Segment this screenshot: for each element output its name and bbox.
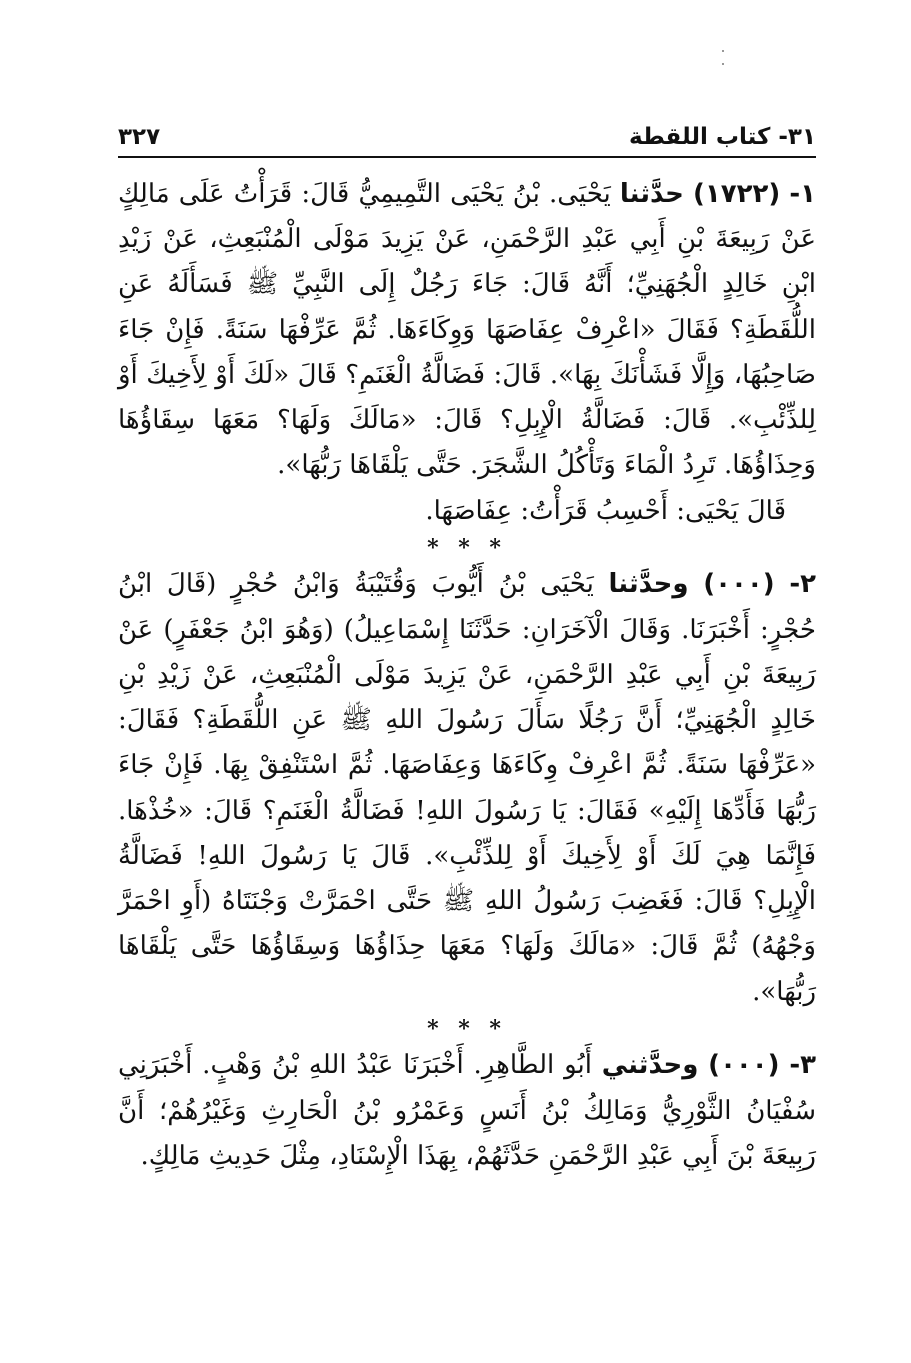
chapter-title: ٣١- كتاب اللقطة <box>629 124 816 150</box>
hadith-2 <box>118 562 816 1014</box>
narration-opening: حدَّثنا <box>619 179 684 209</box>
scan-speck <box>722 50 724 52</box>
hadith-number: ٢- <box>789 569 816 600</box>
hadith-number: ١- <box>789 179 817 209</box>
header-rule <box>118 156 816 158</box>
hadith-text: يَحْيَى. بْنُ يَحْيَى التَّمِيمِيُّ قَالَ: قَرَأْتُ عَلَى مَالِكٍ عَنْ رَبِيعَةَ بْنِ أَبِي عَبْدِ الرَّحْمَنِ، عَنْ يَزِيدَ مَوْلَى الْمُنْبَعِثِ، عَنْ زَيْدِ ابْنِ خَالِدٍ الْجُهَنِيِّ؛ أَنَّهُ قَالَ: جَاءَ رَجُلٌ إِلَى النَّبِيِّ ﷺ فَسَأَلَهُ عَنِ اللُّقَطَةِ؟ فَقَالَ «اعْرِفْ عِفَاصَهَا وَوِكَاءَهَا. ثُمَّ عَرِّفْهَا سَنَةً. فَإِنْ جَاءَ صَاحِبُهَا، وَإِلَّا فَشَأْنَكَ بِهَا». قَالَ: فَضَالَّةُ الْغَنَمِ؟ قَالَ «لَكَ أَوْ لِأَخِيكَ أَوْ لِلذِّئْبِ». قَالَ: فَضَالَّةُ الْإِبِلِ؟ قَالَ: «مَالَكَ وَلَهَا؟ مَعَهَا سِقَاؤُهَا وَحِذَاؤُهَا. تَرِدُ الْمَاءَ وَتَأْكُلُ الشَّجَرَ. حَتَّى يَلْقَاهَا رَبُّهَا». <box>118 179 816 481</box>
scan-speck <box>722 63 724 65</box>
narration-opening: وحدَّثنا <box>608 569 689 600</box>
hadith-text: أَبُو الطَّاهِرِ. أَخْبَرَنَا عَبْدُ اللهِ بْنُ وَهْبٍ. أَخْبَرَنِي سُفْيَانُ الثَّوْرِيُّ وَمَالِكُ بْنُ أَنَسٍ وَعَمْرُو بْنُ الْحَارِثِ وَغَيْرُهُمْ؛ أَنَّ رَبِيعَةَ بْنَ أَبِي عَبْدِ الرَّحْمَنِ حَدَّثَهُمْ، بِهَذَا الْإِسْنَادِ، مِثْلَ حَدِيثِ مَالِكٍ. <box>118 1050 816 1171</box>
hadith-3 <box>118 1043 816 1179</box>
hadith-reference: (٠٠٠) <box>703 569 775 600</box>
narration-opening: وحدَّثني <box>601 1050 699 1081</box>
hadith-reference: (١٧٢٢) <box>692 179 781 209</box>
hadith-text: يَحْيَى بْنُ أَيُّوبَ وَقُتَيْبَةُ وَابْنُ حُجْرٍ (قَالَ ابْنُ حُجْرٍ: أَخْبَرَنَا. وَقَالَ الْآخَرَانِ: حَدَّثَنَا إِسْمَاعِيلُ) (وَهُوَ ابْنُ جَعْفَرٍ) عَنْ رَبِيعَةَ بْنِ أَبِي عَبْدِ الرَّحْمَنِ، عَنْ يَزِيدَ مَوْلَى الْمُنْبَعِثِ، عَنْ زَيْدِ بْنِ خَالِدٍ الْجُهَنِيِّ؛ أَنَّ رَجُلًا سَأَلَ رَسُولَ اللهِ ﷺ عَنِ اللُّقَطَةِ؟ فَقَالَ: «عَرِّفْهَا سَنَةً. ثُمَّ اعْرِفْ وِكَاءَهَا وَعِفَاصَهَا. ثُمَّ اسْتَنْفِقْ بِهَا. فَإِنْ جَاءَ رَبُّهَا فَأَدِّهَا إِلَيْهِ» فَقَالَ: يَا رَسُولَ اللهِ! فَضَالَّةُ الْغَنَمِ؟ قَالَ: «خُذْهَا. فَإِنَّمَا هِيَ لَكَ أَوْ لِأَخِيكَ أَوْ لِلذِّئْبِ». قَالَ يَا رَسُولَ اللهِ! فَضَالَّةُ الْإِبِلِ؟ قَالَ: فَغَضِبَ رَسُولُ اللهِ ﷺ حَتَّى احْمَرَّتْ وَجْنَتَاهُ (أَوِ احْمَرَّ وَجْهُهُ) ثُمَّ قَالَ: «مَالَكَ وَلَهَا؟ مَعَهَا حِذَاؤُهَا وَسِقَاؤُهَا حَتَّى يَلْقَاهَا رَبُّهَا». <box>118 569 816 1007</box>
section-separator: * * * <box>427 1015 507 1042</box>
page-body <box>118 172 816 1179</box>
page-number: ٣٢٧ <box>118 124 161 150</box>
hadith-1 <box>118 172 816 489</box>
section-separator: * * * <box>427 534 507 561</box>
narrator-note: قَالَ يَحْيَى: أَحْسِبُ قَرَأْتُ: عِفَاصَهَا. <box>425 495 786 526</box>
running-head <box>118 118 816 156</box>
hadith-reference: (٠٠٠) <box>708 1050 780 1081</box>
hadith-number: ٣- <box>789 1050 817 1081</box>
